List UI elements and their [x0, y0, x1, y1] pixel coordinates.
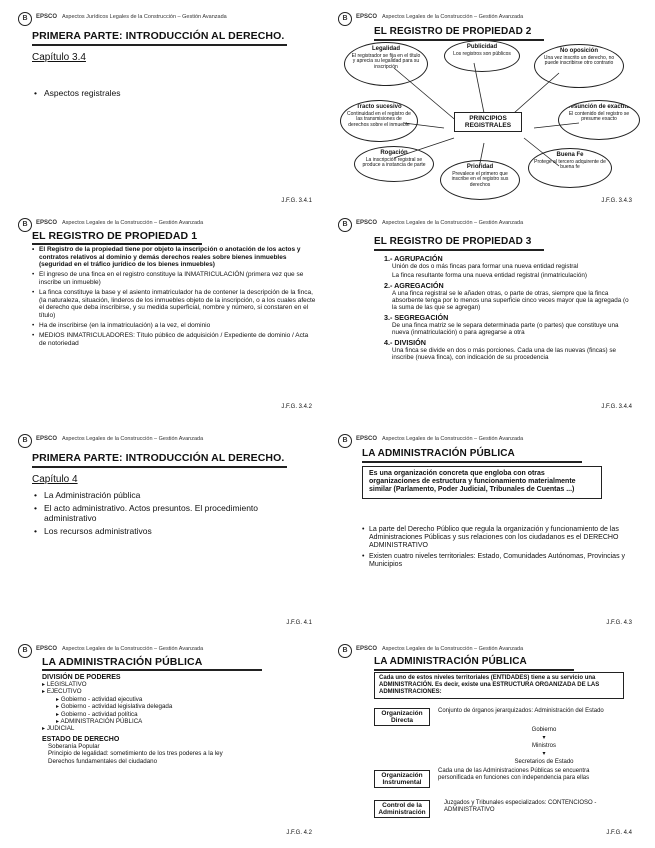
slide-footer: J.F.G. 4.2 — [286, 830, 312, 836]
logo-icon: B — [338, 12, 352, 26]
list-item: Principio de legalidad: sometimiento de los tres poderes a la ley — [48, 750, 223, 758]
chain-arrow-icon: ▾ — [542, 735, 546, 741]
list-item: • El Registro de la propiedad tiene por objeto la inscripción o anotación de los actos y contratos relativos al dominio y demás derechos reales sobre bienes inmuebles (seguridad en el tráfico jurídico de los bienes inmuebles) — [32, 246, 316, 269]
list-item: • Existen cuatro niveles territoriales: Estado, Comunidades Autónomas, Provincias y Municipios — [362, 553, 636, 569]
control-text: Juzgados y Tribunales especializados: CONTENCIOSO - ADMINISTRATIVO — [444, 800, 597, 813]
header-text: Aspectos Jurídicos Legales de la Construcción – Gestión Avanzada — [62, 14, 227, 20]
slide-footer: J.F.G. 3.4.2 — [281, 404, 312, 410]
slide-title: PRIMERA PARTE: INTRODUCCIÓN AL DERECHO. — [32, 30, 285, 42]
chapter-label: Capítulo 3.4 — [32, 52, 86, 63]
slide-1 — [14, 8, 324, 208]
chain-item: Secretarios de Estado — [514, 759, 574, 765]
section-heading: ESTADO DE DERECHO — [42, 735, 120, 743]
title-underline — [374, 669, 574, 671]
slide-title: EL REGISTRO DE PROPIEDAD 3 — [374, 236, 532, 247]
principle-node: Rogación La inscripción registral se produce a instancia de parte — [354, 146, 434, 182]
tree-item: ▸ Gobierno - actividad política — [56, 710, 138, 718]
slide-title: PRIMERA PARTE: INTRODUCCIÓN AL DERECHO. — [32, 452, 285, 464]
chain-item: Gobierno — [531, 727, 557, 733]
slide-title: LA ADMINISTRACIÓN PÚBLICA — [374, 656, 527, 667]
section-heading: DIVISIÓN DE PODERES — [42, 674, 121, 681]
org-instrumental-label: Organización Instrumental — [374, 770, 430, 788]
logo-icon: B — [18, 434, 32, 448]
slide-title: LA ADMINISTRACIÓN PÚBLICA — [42, 656, 203, 668]
section-text: A una finca registral se le añaden otras, o parte de otras, siempre que la finca absorbente tenga por lo menos una superficie cinco veces mayor que la agregada (o la suma de las que se agregan) — [392, 290, 629, 311]
chain-item: Ministros — [531, 743, 556, 749]
slide-footer: J.F.G. 3.4.1 — [281, 198, 312, 204]
header-text: Aspectos Legales de la Construcción – Gestión Avanzada — [382, 646, 524, 652]
definition-box: Es una organización concreta que engloba con otras organizaciones de estructura y funcionamiento materialmente similar (Parlamento, Poder Judicial, Tribunales de Cuentas ...) — [362, 466, 602, 499]
slide-title: LA ADMINISTRACIÓN PÚBLICA — [362, 448, 515, 459]
tree-item: ▸ EJECUTIVO — [42, 688, 82, 696]
slide-8 — [334, 640, 644, 840]
list-item: • Aspectos registrales — [34, 88, 121, 98]
principle-node: Buena Fe Protege al tercero adquirente de buena fe — [528, 148, 612, 188]
slide-2 — [334, 8, 644, 208]
header-text: Aspectos Legales de la Construcción – Gestión Avanzada — [382, 436, 524, 442]
slide-title: EL REGISTRO DE PROPIEDAD 2 — [374, 26, 532, 37]
paragraph-list — [362, 526, 636, 572]
title-underline — [32, 243, 202, 245]
logo-icon: B — [18, 218, 32, 232]
logo-icon: B — [338, 434, 352, 448]
org-name: EPSCO — [36, 14, 58, 20]
list-item: • El acto administrativo. Actos presuntos. El procedimiento administrativo — [34, 503, 294, 523]
slide-header — [18, 434, 320, 448]
list-item: Soberanía Popular — [48, 742, 100, 750]
list-item: • La Administración pública — [34, 490, 294, 500]
slide-5 — [14, 430, 324, 630]
slide-header — [338, 218, 640, 232]
header-text: Aspectos Legales de la Construcción – Gestión Avanzada — [62, 220, 204, 226]
header-text: Aspectos Legales de la Construcción – Gestión Avanzada — [62, 646, 204, 652]
bullet-list — [34, 490, 294, 539]
chapter-label: Capítulo 4 — [32, 474, 78, 485]
principle-node: Legalidad El registrador se fija en el título y aprecia su legalidad para su inscripción — [344, 42, 428, 86]
list-item: • Ha de inscribirse (en la inmatriculación) a la vez, el dominio — [32, 322, 316, 330]
title-underline — [42, 669, 262, 671]
section-heading: 1.- AGRUPACIÓN — [384, 254, 443, 263]
title-underline — [32, 466, 287, 468]
rule-of-law-list — [42, 743, 312, 765]
definition-box: Cada uno de estos niveles territoriales (ENTIDADES) tiene a su servicio una ADMINISTRACIÓN. Es decir, existe una ESTRUCTURA ORGANIZADA DE LAS ADMINISTRACIONES: — [374, 672, 624, 699]
tree-item: ▸ Gobierno - actividad legislativa delegada — [56, 703, 173, 711]
org-name: EPSCO — [356, 646, 378, 652]
list-item: • El ingreso de una finca en el registro constituye la INMATRICULACIÓN (primera vez que se inscribe un inmueble) — [32, 271, 316, 286]
org-direct-label: Organización Directa — [374, 708, 430, 726]
logo-icon: B — [338, 218, 352, 232]
slide-title: EL REGISTRO DE PROPIEDAD 1 — [32, 230, 198, 242]
section-heading: 3.- SEGREGACIÓN — [384, 313, 449, 322]
section-heading: 4.- DIVISIÓN — [384, 338, 426, 347]
control-label: Control de la Administración — [374, 800, 430, 818]
org-direct-text: Conjunto de órganos jerarquizados: Administración del Estado — [438, 708, 604, 714]
list-item: • La finca constituye la base y el asiento inmatriculador ha de contener la descripción de la finca, (la naturaleza, situación, linderos de los inmuebles objeto de la inscripción, o a los cuales afecte el derecho que deba inscribirse, y su medida superficial, nombre y número, si constaren en el título) — [32, 289, 316, 319]
slide-footer: J.F.G. 3.4.4 — [601, 404, 632, 410]
principle-node: Publicidad Los registros son públicos — [444, 40, 520, 72]
tree-item: ▸ JUDICIAL — [42, 725, 75, 733]
logo-icon: B — [18, 644, 32, 658]
section-text: Una finca se divide en dos o más porciones. Cada una de las nuevas (fincas) se inscribe (nueva finca), con indicación de su procedencia — [392, 347, 617, 361]
header-text: Aspectos Legales de la Construcción – Gestión Avanzada — [62, 436, 204, 442]
title-underline — [32, 44, 287, 46]
slide-header — [338, 434, 640, 448]
title-underline — [362, 461, 582, 463]
slide-header — [18, 12, 320, 26]
center-principles-box: PRINCIPIOS REGISTRALES — [454, 112, 522, 132]
slide-3 — [14, 214, 324, 414]
org-name: EPSCO — [36, 646, 58, 652]
tree-item: ▸ LEGISLATIVO — [42, 681, 87, 688]
org-name: EPSCO — [356, 436, 378, 442]
logo-icon: B — [18, 12, 32, 26]
tree-item: ▸ ADMINISTRACIÓN PÚBLICA — [56, 718, 143, 726]
header-text: Aspectos Legales de la Construcción – Gestión Avanzada — [382, 220, 524, 226]
principle-node: Tracto sucesivo Continuidad en el registro de las transmisiones de derechos sobre el inmueble — [340, 100, 418, 142]
section-text: La finca resultante forma una nueva entidad registral (inmatriculación) — [392, 272, 587, 279]
org-name: EPSCO — [356, 220, 378, 226]
principle-node: Prioridad Prevalece el primero que inscribe en el registro sus derechos — [440, 160, 520, 200]
logo-icon: B — [338, 644, 352, 658]
hierarchy-chain — [484, 726, 604, 766]
principle-node: No oposición Una vez inscrito un derecho, no puede inscribirse otro contrario — [534, 44, 624, 88]
slide-footer: J.F.G. 4.1 — [286, 620, 312, 626]
slide-4 — [334, 214, 644, 414]
principle-node: Presunción de exactitud El contenido del registro se presume exacto — [558, 100, 640, 140]
powers-section — [42, 672, 312, 765]
section-text: Unión de dos o más fincas para formar una nueva entidad registral — [392, 263, 579, 270]
list-item: Derechos fundamentales del ciudadano — [48, 757, 158, 765]
sections — [384, 252, 634, 363]
chain-arrow-icon: ▾ — [542, 751, 546, 757]
org-name: EPSCO — [356, 14, 378, 20]
list-item: • MEDIOS INMATRICULADORES: Título público de adquisición / Expediente de dominio / Acta de notoriedad — [32, 332, 316, 347]
bullet-list — [34, 88, 121, 101]
list-item: • La parte del Derecho Público que regula la organización y funcionamiento de las Administraciones Públicas y sus relaciones con los ciudadanos es el DERECHO ADMINISTRATIVO — [362, 526, 636, 551]
powers-tree — [42, 681, 312, 733]
title-underline — [374, 249, 544, 251]
slide-footer: J.F.G. 3.4.3 — [601, 198, 632, 204]
section-heading: 2.- AGREGACIÓN — [384, 281, 444, 290]
section-text: De una finca matriz se le separa determinada parte (o partes) que constituye una nueva (inmatriculación) o para agregarse a otra — [392, 322, 619, 336]
list-item: • Los recursos administrativos — [34, 526, 294, 536]
slide-footer: J.F.G. 4.3 — [606, 620, 632, 626]
org-name: EPSCO — [36, 220, 58, 226]
tree-item: ▸ Gobierno - actividad ejecutiva — [56, 695, 143, 703]
slide-7 — [14, 640, 324, 840]
org-name: EPSCO — [36, 436, 58, 442]
slide-6 — [334, 430, 644, 630]
paragraph-list — [32, 246, 316, 350]
slide-footer: J.F.G. 4.4 — [606, 830, 632, 836]
org-instrumental-text: Cada una de las Administraciones Públicas se encuentra personificada en funciones con independencia para ellas — [438, 768, 590, 781]
header-text: Aspectos Legales de la Construcción – Gestión Avanzada — [382, 14, 524, 20]
